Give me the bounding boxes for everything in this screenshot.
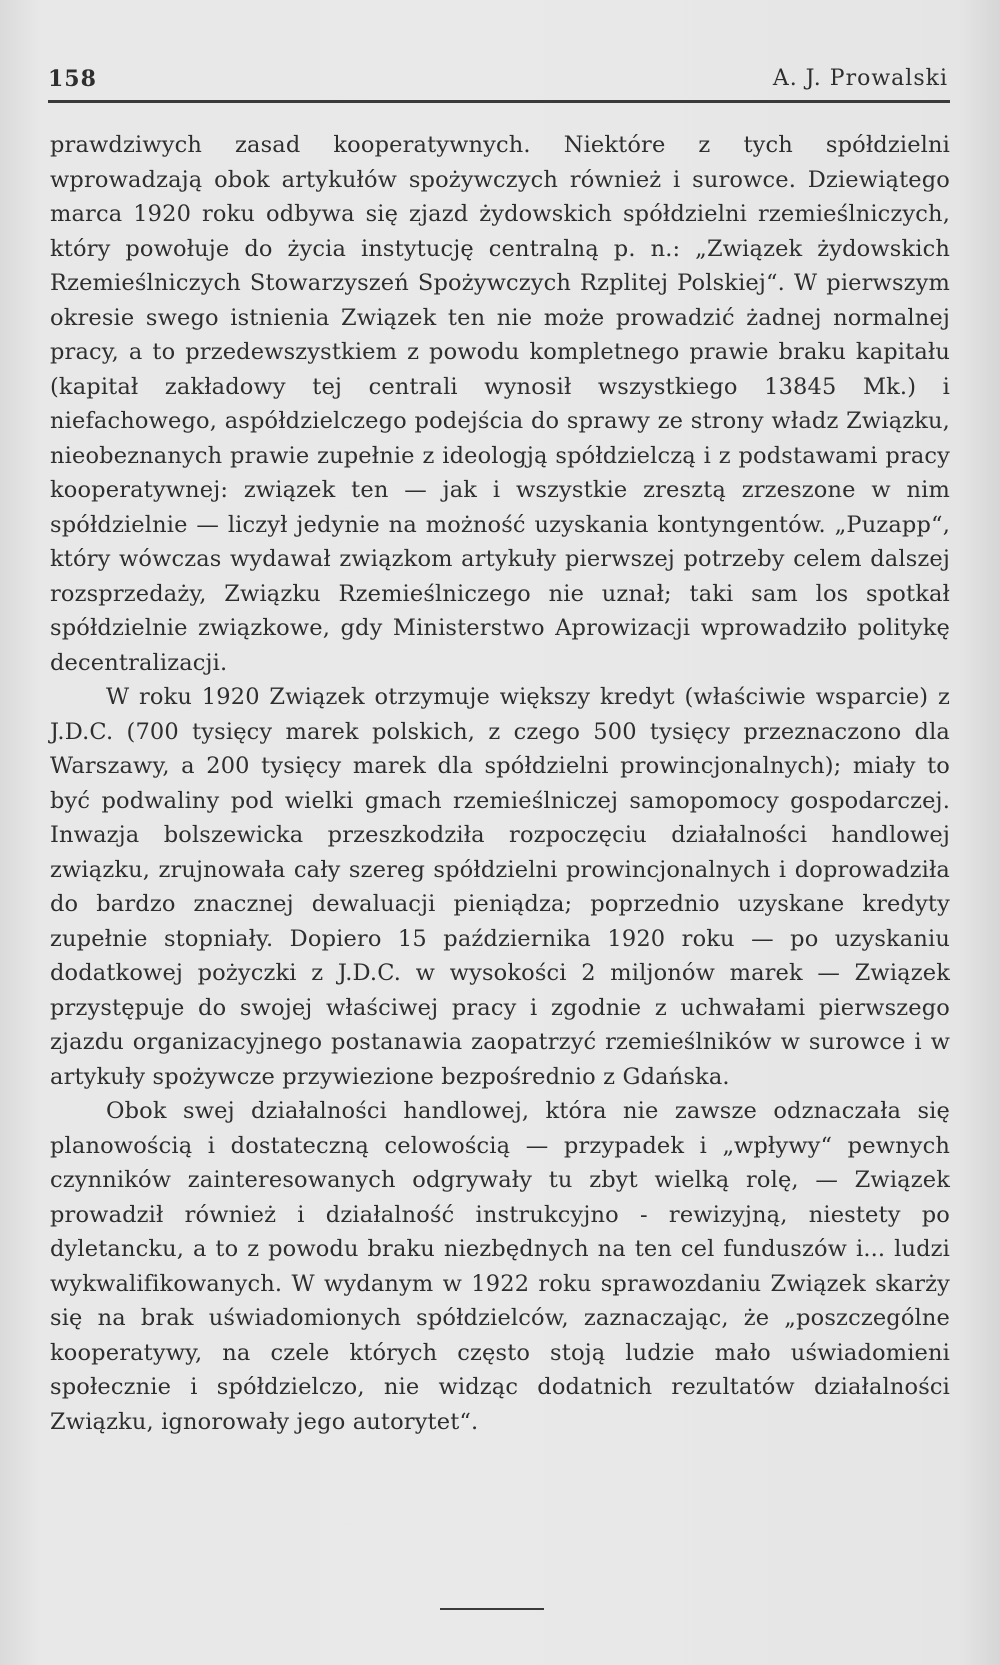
paragraph: W roku 1920 Związek otrzymuje większy kredyt (właściwie wsparcie) z J.D.C. (700 tysięcy marek polskich, z czego 500 tysięcy przeznaczono dla Warszawy, a 200 tysięcy marek dla spółdzielni prowincjonalnych); miały to być podwaliny pod wielki gmach rzemieślniczej samopomocy gospodarczej. Inwazja bolszewicka przeszkodziła rozpoczęciu działalności handlowej związku, zrujnowała cały szereg spółdzielni prowincjonalnych i doprowadziła do bardzo znacznej dewaluacji pieniądza; poprzednio uzyskane kredyty zupełnie stopniały. Dopiero 15 października 1920 roku — po uzyskaniu dodatkowej pożyczki z J.D.C. w wysokości 2 miljonów marek — Związek przystępuje do swojej właściwej pracy i zgodnie z uchwałami pierwszego zjazdu organizacyjnego postanawia zaopatrzyć rzemieślników w surowce i w artykuły spożywcze przywiezione bezpośrednio z Gdańska. [50,684,950,1090]
running-head-author: A. J. Prowalski [772,66,948,91]
body-text [50,128,950,1439]
paragraph: prawdziwych zasad kooperatywnych. Niektóre z tych spółdzielni wprowadzają obok artykułów spożywczych również i surowce. Dziewiątego marca 1920 roku odbywa się zjazd żydowskich spółdzielni rzemieślniczych, który powołuje do życia instytucję centralną p. n.: „Związek żydowskich Rzemieślniczych Stowarzyszeń Spożywczych Rzplitej Polskiej“. W pierwszym okresie swego istnienia Związek ten nie może prowadzić żadnej normalnej pracy, a to przedewszystkiem z powodu kompletnego prawie braku kapitału (kapitał zakładowy tej centrali wynosił wszystkiego 13845 Mk.) i niefachowego, aspółdzielczego podejścia do sprawy ze strony władz Związku, nieobeznanych prawie zupełnie z ideologją spółdzielczą i z podstawami pracy kooperatywnej: związek ten — jak i wszystkie zresztą zrzeszone w nim spółdzielnie — liczył jedynie na możność uzyskania kontyngentów. „Puzapp“, który wówczas wydawał związkom artykuły pierwszej potrzeby celem dalszej rozsprzedaży, Związku Rzemieślniczego nie uznał; taki sam los spotkał spółdzielnie związkowe, gdy Ministerstwo Aprowizacji wprowadziło politykę decentralizacji. [50,132,950,676]
paragraph: Obok swej działalności handlowej, która nie zawsze odznaczała się planowością i dostateczną celowością — przypadek i „wpływy“ pewnych czynników zainteresowanych odgrywały tu zbyt wielką rolę, — Związek prowadził również i działalność instrukcyjno - rewizyjną, niestety po dyletancku, a to z powodu braku niezbędnych na ten cel funduszów i... ludzi wykwalifikowanych. W wydanym w 1922 roku sprawozdaniu Związek skarży się na brak uświadomionych spółdzielców, zaznaczając, że „poszczególne kooperatywy, na czele których często stoją ludzie mało uświadomieni społecznie i spółdzielczo, nie widząc dodatnich rezultatów działalności Związku, ignorowały jego autorytet“. [50,1098,950,1435]
page-number: 158 [48,66,97,92]
section-end-rule [440,1608,544,1610]
page-header [48,66,950,103]
